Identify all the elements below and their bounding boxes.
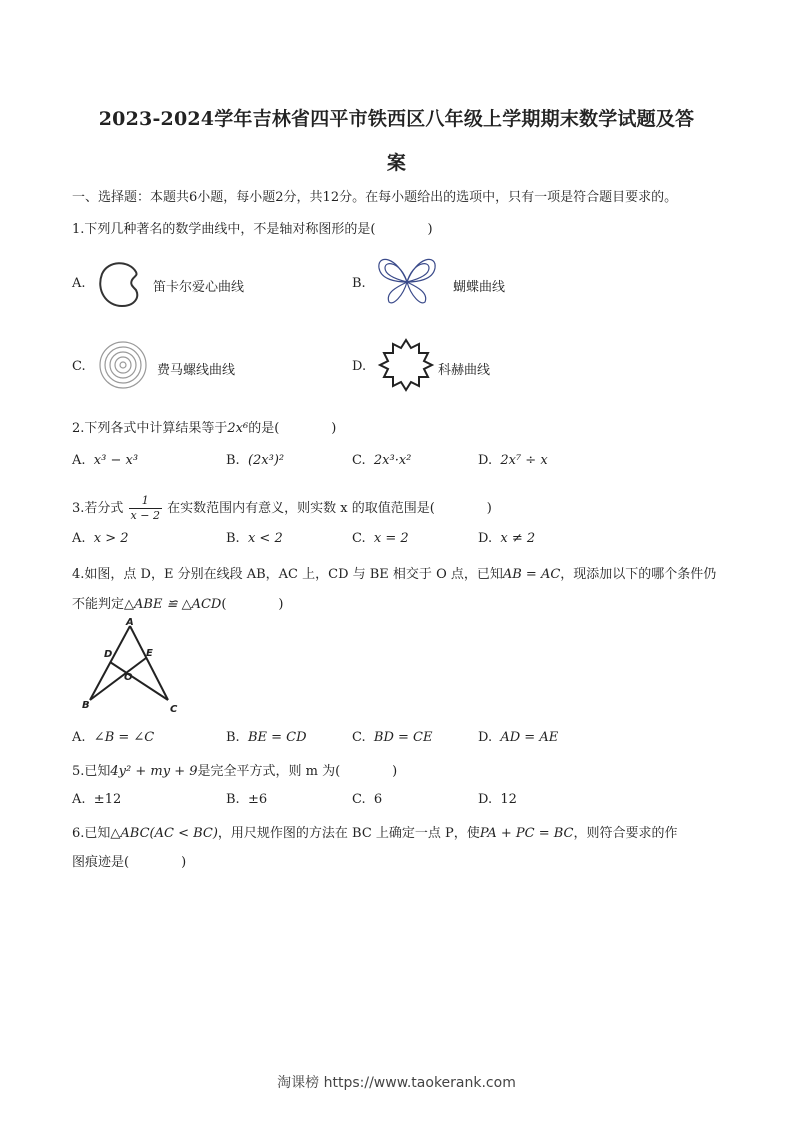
q3-stem-pre: 3.若分式 <box>72 501 124 516</box>
q3-option-b <box>226 531 283 546</box>
q3-option-a <box>72 531 129 546</box>
q5-option-d-letter: D. <box>478 792 493 807</box>
figure-label-d: D <box>104 649 113 660</box>
q4-stem-line1-post: ，现添加以下的哪个条件仍 <box>560 567 717 582</box>
figure-label-o: O <box>124 672 133 683</box>
footer-watermark: 淘课榜 https://www.taokerank.com <box>277 1075 516 1091</box>
q2-option-c <box>352 453 411 468</box>
cardioid-curve-figure <box>96 256 148 312</box>
q5-option-b <box>226 792 267 807</box>
q4-option-b-letter: B. <box>226 730 240 745</box>
q1-option-d-label: 科赫曲线 <box>438 363 491 378</box>
q5-stem-post: 是完全平方式，则 m 为( ) <box>197 764 398 779</box>
q4-stem-line2-expression: △ABE ≌ △ACD <box>124 597 222 612</box>
q6-stem-line1-expression: △ABC(AC < BC) <box>110 826 218 841</box>
q2-option-c-expression: 2x³·x² <box>373 453 412 468</box>
q6-stem-line1-pre: 6.已知 <box>72 826 111 841</box>
q3-stem-post: 在实数范围内有意义，则实数 x 的取值范围是( ) <box>167 501 492 516</box>
q3-option-a-letter: A. <box>72 531 86 546</box>
q6-stem-line1-post: ，则符合要求的作 <box>573 826 678 841</box>
q4-option-b-expression: BE = CD <box>247 730 307 745</box>
q3-fraction-numerator: 1 <box>129 494 162 509</box>
q1-option-b-letter: B. <box>352 276 366 291</box>
q5-option-c-expression: 6 <box>373 792 383 807</box>
q1-stem: 1.下列几种著名的数学曲线中，不是轴对称图形的是( ) <box>72 222 433 237</box>
q3-option-b-expression: x < 2 <box>247 531 283 546</box>
q5-option-a-expression: ±12 <box>93 792 122 807</box>
q4-stem-line2-post: ( ) <box>221 597 284 612</box>
q3-option-a-expression: x > 2 <box>93 531 129 546</box>
figure-label-e: E <box>146 648 153 659</box>
q2-option-d <box>478 453 548 468</box>
q2-option-b-expression: (2x³)² <box>247 453 285 468</box>
q1-option-b-label: 蝴蝶曲线 <box>453 280 506 295</box>
q2-option-c-letter: C. <box>352 453 366 468</box>
q5-stem-pre: 5.已知 <box>72 764 111 779</box>
q4-stem-line2-pre: 不能判定 <box>72 597 125 612</box>
q3-option-c-expression: x = 2 <box>373 531 409 546</box>
q5-stem-expression: 4y² + my + 9 <box>110 764 198 779</box>
q2-stem <box>72 417 336 436</box>
q1-option-a-label: 笛卡尔爱心曲线 <box>153 280 245 295</box>
q2-option-b-letter: B. <box>226 453 240 468</box>
q2-stem-post: 的是( ) <box>248 421 337 436</box>
q3-stem <box>72 494 492 523</box>
q4-stem-line1-pre: 4.如图，点 D，E 分别在线段 AB，AC 上，CD 与 BE 相交于 O 点，已知 <box>72 567 503 582</box>
q4-option-c <box>352 730 432 745</box>
section-heading: 一、选择题：本题共6小题，每小题2分，共12分。在每小题给出的选项中，只有一项是符合题目要求的。 <box>72 190 678 205</box>
q4-stem-line1 <box>72 563 716 582</box>
q2-option-a-expression: x³ − x³ <box>93 453 139 468</box>
figure-label-c: C <box>170 704 178 715</box>
q2-stem-expression: 2x⁶ <box>227 421 249 436</box>
q3-option-c-letter: C. <box>352 531 366 546</box>
q6-stem-line2: 图痕迹是( ) <box>72 855 187 870</box>
page-title-line1: 2023-2024学年吉林省四平市铁西区八年级上学期期末数学试题及答 <box>98 108 695 130</box>
q5-option-c-letter: C. <box>352 792 366 807</box>
q4-option-a <box>72 730 154 745</box>
fermat-spiral-figure <box>96 340 150 390</box>
q4-stem-line2 <box>72 593 284 612</box>
q3-option-c <box>352 531 409 546</box>
figure-label-b: B <box>82 700 90 711</box>
page-title-line2: 案 <box>386 152 407 174</box>
q5-option-d <box>478 792 517 807</box>
koch-snowflake-figure <box>375 336 437 394</box>
q4-option-b <box>226 730 307 745</box>
q2-option-d-letter: D. <box>478 453 493 468</box>
q3-option-b-letter: B. <box>226 531 240 546</box>
q2-option-a <box>72 453 138 468</box>
q6-stem-line1-mid: ，用尺规作图的方法在 BC 上确定一点 P，使 <box>217 826 480 841</box>
q1-option-a-letter: A. <box>72 276 86 291</box>
q5-option-b-letter: B. <box>226 792 240 807</box>
q4-option-d <box>478 730 558 745</box>
q2-option-b <box>226 453 284 468</box>
q2-option-a-letter: A. <box>72 453 86 468</box>
q6-stem-line1 <box>72 822 678 841</box>
q4-option-c-letter: C. <box>352 730 366 745</box>
q5-option-d-expression: 12 <box>500 792 517 807</box>
q1-option-c-label: 费马螺线曲线 <box>157 363 236 378</box>
q5-option-b-expression: ±6 <box>247 792 268 807</box>
q5-stem <box>72 760 397 779</box>
q5-option-a-letter: A. <box>72 792 86 807</box>
q4-stem-line1-expression: AB = AC <box>502 567 561 582</box>
q6-stem-line1-expression2: PA + PC = BC <box>479 826 574 841</box>
q2-option-d-expression: 2x⁷ ÷ x <box>500 453 548 468</box>
butterfly-curve-figure <box>375 252 439 308</box>
q5-option-a <box>72 792 121 807</box>
q3-option-d-expression: x ≠ 2 <box>500 531 536 546</box>
triangle-geometry-figure <box>74 618 184 716</box>
q4-option-d-expression: AD = AE <box>500 730 559 745</box>
q3-fraction <box>129 494 162 523</box>
q4-option-a-expression: ∠B = ∠C <box>93 730 155 745</box>
figure-label-a: A <box>126 618 134 628</box>
q5-option-c <box>352 792 382 807</box>
q2-stem-pre: 2.下列各式中计算结果等于 <box>72 421 228 436</box>
q4-option-d-letter: D. <box>478 730 493 745</box>
q3-option-d <box>478 531 535 546</box>
q1-option-d-letter: D. <box>352 359 367 374</box>
q3-option-d-letter: D. <box>478 531 493 546</box>
q1-option-c-letter: C. <box>72 359 86 374</box>
q4-option-c-expression: BD = CE <box>373 730 433 745</box>
q3-fraction-denominator: x − 2 <box>130 509 160 522</box>
q4-option-a-letter: A. <box>72 730 86 745</box>
